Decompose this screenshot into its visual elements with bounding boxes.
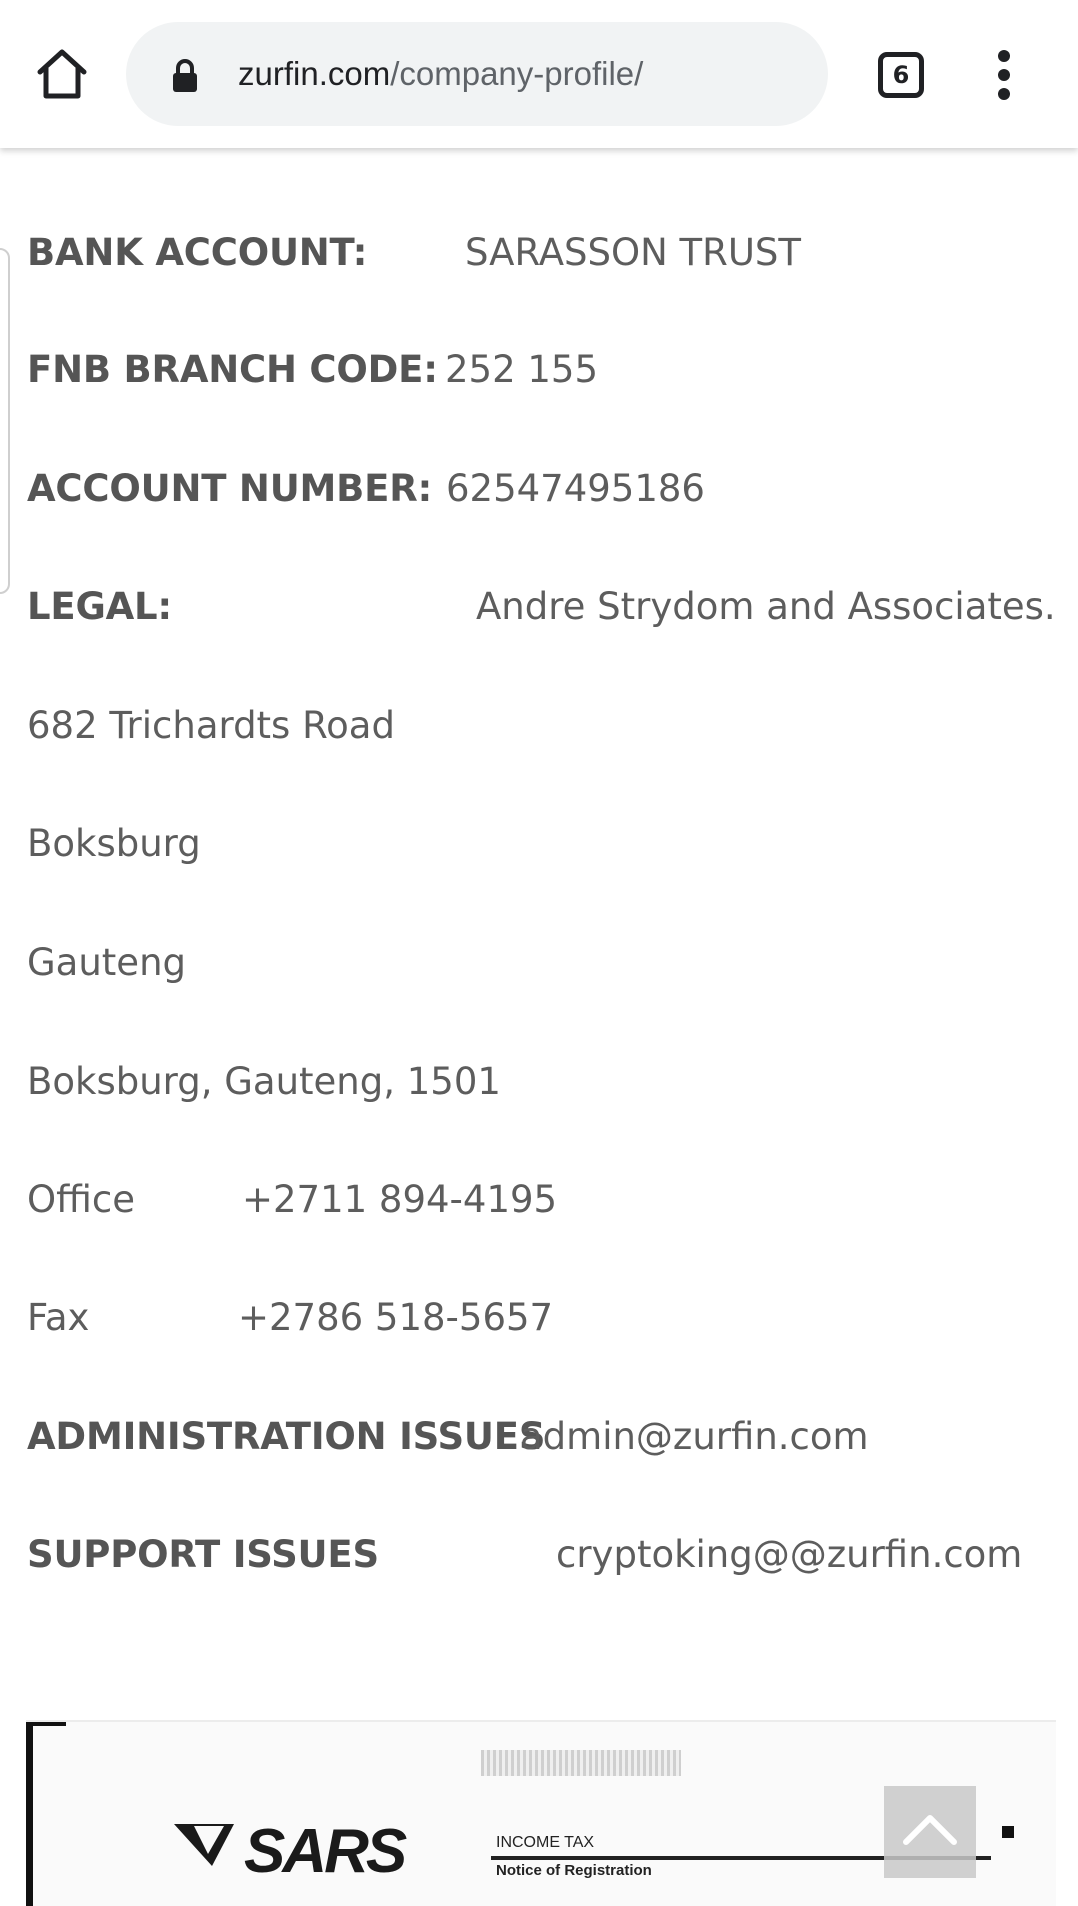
home-icon[interactable]: [32, 44, 92, 104]
account-number-label: ACCOUNT NUMBER:: [27, 467, 433, 510]
bank-account-row: [27, 229, 802, 277]
side-panel-handle[interactable]: [0, 248, 10, 594]
url-path: /company-profile/: [390, 55, 644, 92]
more-vert-icon[interactable]: [992, 50, 1016, 100]
branch-code-label: FNB BRANCH CODE:: [27, 348, 438, 391]
document-mark: [1002, 1826, 1014, 1838]
chevron-up-icon: [884, 1786, 976, 1878]
browser-toolbar: [0, 0, 1078, 148]
address-line-3: Gauteng: [27, 941, 187, 984]
document-subtitle: Notice of Registration: [496, 1862, 652, 1879]
account-number-value: 62547495186: [446, 467, 705, 510]
fax-label: Fax: [27, 1296, 90, 1339]
legal-label: LEGAL:: [27, 585, 173, 628]
branch-code-row: [27, 346, 599, 394]
address-line-4: Boksburg, Gauteng, 1501: [27, 1060, 501, 1103]
tab-switcher-button[interactable]: 6: [878, 52, 924, 98]
legal-row: [27, 583, 1056, 631]
document-border-top: [26, 1722, 66, 1726]
admin-email[interactable]: admin@zurfin.com: [520, 1415, 869, 1458]
lock-icon[interactable]: [170, 58, 200, 94]
scan-artifact: [481, 1750, 681, 1776]
branch-code-value: 252 155: [445, 348, 599, 391]
address-line-1: 682 Trichardts Road: [27, 704, 395, 747]
sars-logo: [174, 1814, 434, 1884]
support-row: [27, 1531, 1023, 1579]
office-row: [27, 1176, 558, 1224]
url-domain: zurfin.com: [238, 55, 391, 92]
office-phone[interactable]: +2711 894-4195: [242, 1178, 558, 1221]
fax-number: +2786 518-5657: [238, 1296, 554, 1339]
bank-account-value: SARASSON TRUST: [465, 231, 802, 274]
office-label: Office: [27, 1178, 136, 1221]
address-line-2: Boksburg: [27, 822, 201, 865]
account-number-row: [27, 465, 705, 513]
admin-label: ADMINISTRATION ISSUES: [27, 1415, 546, 1458]
address-bar[interactable]: [126, 22, 828, 126]
document-title: INCOME TAX: [496, 1834, 595, 1851]
bank-account-label: BANK ACCOUNT:: [27, 231, 368, 274]
legal-value: Andre Strydom and Associates.: [476, 585, 1056, 628]
fax-row: [27, 1294, 554, 1342]
support-label: SUPPORT ISSUES: [27, 1533, 379, 1576]
support-email[interactable]: cryptoking@@zurfin.com: [556, 1533, 1023, 1576]
url-text: [238, 52, 643, 96]
admin-row: [27, 1413, 869, 1461]
document-border: [26, 1722, 33, 1906]
scroll-to-top-button[interactable]: [884, 1786, 976, 1878]
sars-logo-text: SARS: [244, 1817, 405, 1884]
